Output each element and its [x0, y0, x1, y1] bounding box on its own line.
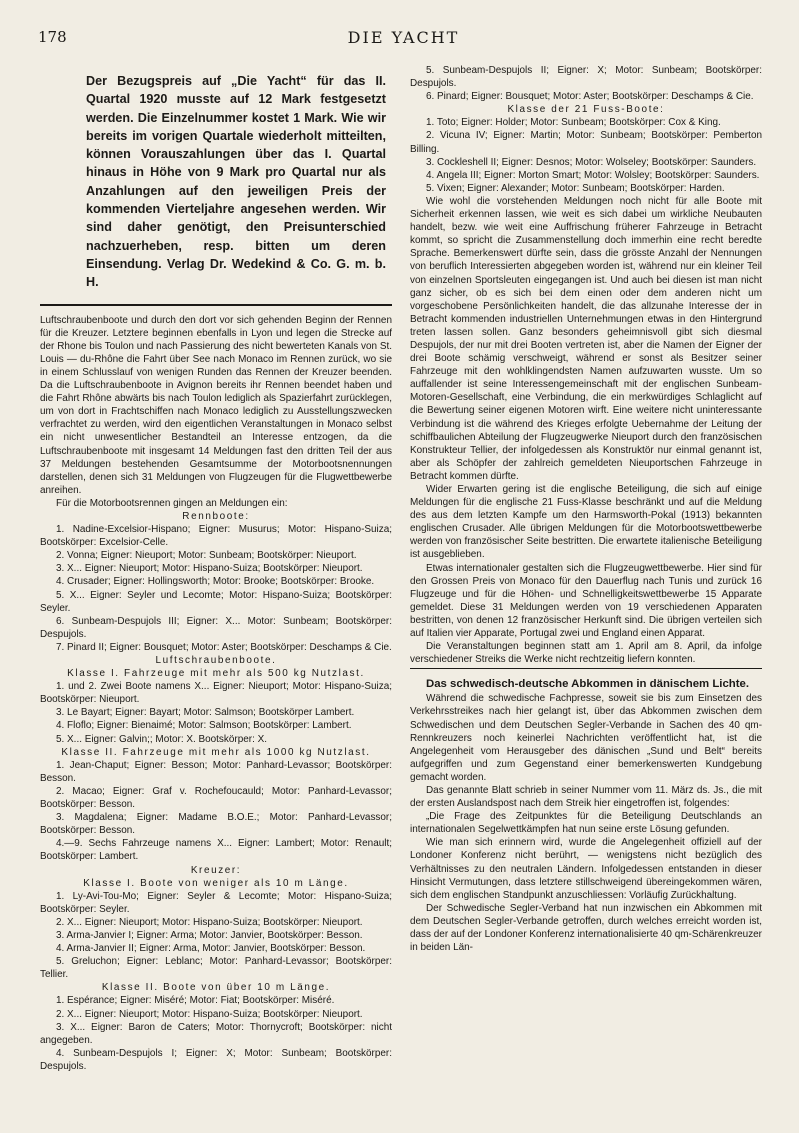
- fuss21-entry: 2. Vicuna IV; Eigner: Martin; Motor: Sunbeam; Bootskörper: Pemberton Billing.: [410, 130, 762, 155]
- right-body: [410, 64, 762, 954]
- page-header: [38, 28, 769, 54]
- notice-divider: [40, 304, 392, 306]
- kreuzer-k1-entry: 2. X... Eigner: Nieuport; Motor: Hispano-Suiza; Bootskörper: Nieuport.: [56, 916, 363, 928]
- kreuzer-k1-entry: 3. Arma-Janvier I; Eigner: Arma; Motor: Janvier, Bootskörper: Besson.: [56, 929, 363, 941]
- section-divider: [410, 668, 762, 669]
- kreuzer-k2-entry: 4. Sunbeam-Despujols I; Eigner: X; Motor: Sunbeam; Bootskörper: Despujols.: [40, 1047, 392, 1072]
- fuss21-entry: 1. Toto; Eigner: Holder; Motor: Sunbeam; Bootskörper: Cox & King.: [426, 117, 721, 129]
- page-number: 178: [38, 28, 67, 46]
- entries-lead: Für die Motorbootsrennen gingen an Meldungen ein:: [56, 497, 288, 509]
- paragraph-5: Während die schwedische Fachpresse, soweit sie bis zum Einsetzen des Verkehrsstreikes nach hier gelangt ist, über das Abkommen zwischen dem Schwedischen und dem Deutschen Segler-Verbande in Sachen des 40 qm-Rennkreuzers noch keinerlei Nachrichten veröffentlicht hat, ist die Angelegenheit vom Herausgeber des dänischen „Sund und Belt“ bereits aufgegriffen und zum Gegenstand einer bemerkenswerten Kundgebung gemacht worden.: [410, 693, 762, 783]
- kreuzer-k2-list: [40, 994, 392, 1073]
- heading-luftschraubenboote: Luftschraubenboote.: [155, 655, 277, 666]
- luft-k2-entry: 4.—9. Sechs Fahrzeuge namens X... Eigner: Lambert; Motor: Renault; Bootskörper: Lambert.: [40, 838, 392, 863]
- paragraph-3: Etwas internationaler gestalten sich die Flugzeugwettbewerbe. Hier sind für den Grossen Preis von Monaco für den Dauerflug nach Tunis und zurück 16 Flugzeuge und für die Höhen- und Schnelligkeitswettbewerbe 15 Apparate gemeldet. Diese 31 Meldungen werden von 19 verschiedenen Apparaten bestritten, von denen 12 französischer Herkunft sind. Die übrigen verteilen sich auf Italien vier Apparate, Portugal zwei und England einen Apparat.: [410, 562, 762, 640]
- rennboot-entry: 7. Pinard II; Eigner: Bousquet; Motor: Aster; Bootskörper: Deschamps & Cie.: [56, 641, 392, 653]
- left-body: [40, 314, 392, 1073]
- fuss21-entry: 3. Cockleshell II; Eigner: Desnos; Motor: Wolseley; Bootskörper: Saunders.: [426, 156, 757, 168]
- luft-k2-entry: 2. Macao; Eigner: Graf v. Rochefoucauld; Motor: Panhard-Levassor; Bootskörper: Besson.: [40, 785, 392, 811]
- luft-k2-entry: 1. Jean-Chaput; Eigner: Besson; Motor: Panhard-Levassor; Bootskörper: Besson.: [40, 759, 392, 784]
- paragraph-2: Wider Erwarten gering ist die englische Beteiligung, die sich auf einige Meldungen für die englische 21 Fuss-Klasse beschränkt und auf die Meldung des aus dem letzten Kampfe um den Harmsworth-Pokal (1913) bekannten englischen Crusader. Alle übrigen Meldungen für die Motorbootswettbewerbe werden von französischer Seite bestritten. Die erwartete italienische Beteiligung ist ausgeblieben.: [410, 484, 762, 561]
- kreuzer-k2-entry: 3. X... Eigner: Baron de Caters; Motor: Thornycroft; Bootskörper: nicht angegeben.: [40, 1021, 392, 1046]
- fuss21-list: [410, 116, 762, 195]
- heading-kreuzer-klasse-1: Klasse I. Boote von weniger als 10 m Länge.: [83, 877, 349, 889]
- heading-rennboote: Rennboote:: [182, 510, 250, 522]
- fuss21-entry: 5. Vixen; Eigner: Alexander; Motor: Sunbeam; Bootskörper: Harden.: [426, 182, 725, 194]
- rennboot-entry: 5. X... Eigner: Seyler und Lecomte; Motor: Hispano-Suiza; Bootskörper: Seyler.: [40, 589, 392, 614]
- rennboot-entry: 6. Sunbeam-Despujols III; Eigner: X... Motor: Sunbeam; Bootskörper: Despujols.: [40, 615, 392, 640]
- running-title: DIE YACHT: [347, 28, 460, 47]
- heading-luft-klasse-1: Klasse I. Fahrzeuge mit mehr als 500 kg Nutzlast.: [67, 668, 365, 680]
- heading-21-fuss: Klasse der 21 Fuss-Boote:: [507, 104, 665, 116]
- left-column: [40, 64, 392, 1103]
- paragraph-1: Wie wohl die vorstehenden Meldungen noch nicht für alle Boote mit Sicherheit erkennen lassen, wie weit es sich dabei um wirkliche Neubauten handelt, bezw. wie weit eine Auffrischung früherer Fahrzeuge in Betracht kommt, so spricht die Zusammenstellung doch immerhin eine recht beredte Sprache. Bemerkenswert dürfte sein, dass die grösste Anzahl der Nennungen von beruflich Interessierten abgegeben worden ist, während nur ein kleiner Teil von einzelnen Sportsleuten eingegangen ist. Und auch bei diesen ist man nicht ganz sicher, ob es sich bei dem einen oder dem anderen nicht um vorgeschobene Persönlichkeiten handelt, die das allzunahe Interesse der in Betracht kommenden industriellen Unternehmungen etwas in den Hintergrund treten lassen sollen. Ganz besonders geheimnisvoll gibt sich diesmal Despujols, der nur mit drei Booten vertreten ist, aber die Namen der Eigner der drei Boote schämig verschweigt, während er sonst als Besitzer seiner Fahrzeuge mit den wohlklingendsten Namen aufzuwarten wusste. Um so auffallender ist seine Interessengemeinschaft mit der englischen Sunbeam-Motoren-Gesellschaft, eine Verbindung, die ein merkwürdiges Schlaglicht auf die Bewertung seiner eigenen Motoren wirft. Eine weitere nicht uninteressante Verbindung ist die während des Krieges erfolgte Uebernahme der Leitung der schiffbaulichen Abteilung der Flugzeugwerke Nieuport durch den französischen Konstrukteur Tellier, der infolgedessen als Konstruktör nur einmal genannt ist, aber als Schöpfer der zahlreich gemeldeten Nieuportschen Fahrzeuge in Betracht kommen dürfte.: [410, 195, 762, 482]
- kreuzer-k1-entry: 5. Greluchon; Eigner: Leblanc; Motor: Panhard-Levassor; Bootskörper: Tellier.: [40, 956, 392, 981]
- luft-k1-entry: 4. Floflo; Eigner: Bienaimé; Motor: Salmson; Bootskörper: Lambert.: [56, 720, 352, 732]
- luft-k2-list: [40, 759, 392, 864]
- kreuzer-k1-entry: 1. Ly-Avi-Tou-Mo; Eigner: Seyler & Lecomte; Motor: Hispano-Suiza; Bootskörper: Seyler.: [40, 890, 392, 915]
- kreuzer-k1-list: [40, 890, 392, 982]
- rennboot-entry: 1. Nadine-Excelsior-Hispano; Eigner: Musurus; Motor: Hispano-Suiza; Bootskörper: Excelsior-Celle.: [40, 524, 392, 549]
- luft-k1-entry: 3. Le Bayart; Eigner: Bayart; Motor: Salmson; Bootskörper Lambert.: [56, 707, 355, 719]
- heading-kreuzer: Kreuzer:: [190, 864, 242, 876]
- right-column: [410, 64, 762, 1103]
- heading-kreuzer-klasse-2: Klasse II. Boote von über 10 m Länge.: [101, 982, 331, 994]
- entries-top-list: [410, 64, 762, 103]
- paragraph-6: Das genannte Blatt schrieb in seiner Nummer vom 11. März ds. Js., die mit der ersten Auslandspost nach dem Streik hier eingetroffen ist, folgendes:: [410, 784, 762, 810]
- luft-k1-entry: 5. X... Eigner: Galvin;; Motor: X. Bootskörper: X.: [56, 733, 267, 745]
- kreuzer-k2-entry: 5. Sunbeam-Despujols II; Eigner: X; Motor: Sunbeam; Bootskörper: Despujols.: [410, 65, 762, 90]
- kreuzer-k2-entry: 2. X... Eigner: Nieuport; Motor: Hispano-Suiza; Bootskörper: Nieuport.: [56, 1008, 363, 1020]
- kreuzer-k2-entry: 6. Pinard; Eigner: Bousquet; Motor: Aster; Bootskörper: Deschamps & Cie.: [426, 91, 754, 103]
- paragraph-8: Wie man sich erinnern wird, wurde die Angelegenheit offiziell auf der Londoner Konferenz nicht berührt, — wenigstens nicht bezüglich des Verhältnisses zu den neutralen Ländern. Infolgedessen entstanden in dieser Hinsicht Vermutungen, dass letztere stillschweigend übereingekommen wären, sich dem englischen Standpunkt anzuschliessen: Vorläufig Zurückhaltung.: [410, 837, 762, 901]
- luft-k1-entry: 1. und 2. Zwei Boote namens X... Eigner: Nieuport; Motor: Hispano-Suiza; Bootskörper: Nieuport.: [40, 681, 392, 706]
- paragraph-4: Die Veranstaltungen beginnen statt am 1. April am 8. April, da infolge verschiedener Streiks die Werke nicht rechtzeitig liefern konnten.: [410, 641, 762, 666]
- heading-luft-klasse-2: Klasse II. Fahrzeuge mit mehr als 1000 kg Nutzlast.: [61, 746, 371, 758]
- kreuzer-k2-entry: 1. Espérance; Eigner: Miséré; Motor: Fiat; Bootskörper: Miséré.: [56, 995, 335, 1007]
- kreuzer-k1-entry: 4. Arma-Janvier II; Eigner: Arma, Motor: Janvier, Bootskörper: Besson.: [56, 943, 366, 955]
- section-title: Das schwedisch-deutsche Abkommen in dänischem Lichte.: [426, 678, 750, 691]
- subscription-notice: Der Bezugspreis auf „Die Yacht“ für das II. Quartal 1920 musste auf 12 Mark festgesetzt werden. Die Einzelnummer kostet 1 Mark. Wie wir bereits im vorigen Quartale wiederholt mitteilten, können Vorauszahlungen über das I. Quartal hinaus in Höhe von 9 Mark pro Quartal nur als Anzahlungen auf den jeweiligen Preis der kommenden Vierteljahre angesehen werden. Wir sind daher genötigt, den Preisunterschied nachzuerheben, resp. bitten um deren Einsendung. Verlag Dr. Wedekind & Co. G. m. b. H.: [86, 74, 386, 290]
- rennboot-entry: 4. Crusader; Eigner: Hollingsworth; Motor: Brooke; Bootskörper: Brooke.: [56, 576, 375, 588]
- fuss21-entry: 4. Angela III; Eigner: Morton Smart; Motor: Wolsley; Bootskörper: Saunders.: [426, 169, 760, 181]
- paragraph-7: „Die Frage des Zeitpunktes für die Beteiligung Deutschlands an internationalen Segelwettkämpfen hat nun seine erste Lösung gefunden.: [410, 811, 762, 836]
- rennboot-entry: 3. X... Eigner: Nieuport; Motor: Hispano-Suiza; Bootskörper: Nieuport.: [56, 563, 363, 575]
- rennboote-list: [40, 523, 392, 654]
- luft-k1-list: [40, 680, 392, 745]
- paragraph-9: Der Schwedische Segler-Verband hat nun inzwischen ein Abkommen mit dem Deutschen Segler-Verbande getroffen, durch welches erreicht worden ist, dass der auf der Londoner Konferenz internationalisierte 40 qm-Schärenkreuzer in beiden Län-: [410, 902, 762, 954]
- rennboot-entry: 2. Vonna; Eigner: Nieuport; Motor: Sunbeam; Bootskörper: Nieuport.: [56, 550, 357, 562]
- intro-paragraph: Luftschraubenboote und durch den dort vor sich gehenden Beginn der Rennen für die Kreuzer. Letztere beginnen ebenfalls in Lyon und legen die Strecke auf der Rhone bis Toulon und nach Passierung des nicht bewerteten Kanals von St. Louis — du-Rhône die Fahrt über See nach Monaco im Rennen zurück, wo sie in einem Schlusslauf von wenigen Runden das Rennen der Kreuzer beenden. Da die Luftschraubenboote in Avignon bereits ihr Rennen beendet haben und die Fahrt Rhône abwärts bis nach Toulon lediglich als Spazierfahrt zurücklegen, um von dort in Frachtschiffen nach Monaco lediglich zu Ausstellungszwecken verfrachtet zu werden, wird den eigentlichen Veranstaltungen in Monaco selbst ein nicht unwesentlicher Bestandteil an Interesse entzogen, da die Luftschraubenboote mit insgesamt 14 Meldungen fast den dritten Teil der aus 37 Meldungen bestehenden Gesamtsumme der Motorbootsnennungen darstellen, denen sich 31 Meldungen von Flugzeugen für die Flugwettbewerbe anreihen.: [40, 314, 392, 496]
- luft-k2-entry: 3. Magdalena; Eigner: Madame B.O.E.; Motor: Panhard-Levassor; Bootskörper: Besson.: [40, 812, 392, 837]
